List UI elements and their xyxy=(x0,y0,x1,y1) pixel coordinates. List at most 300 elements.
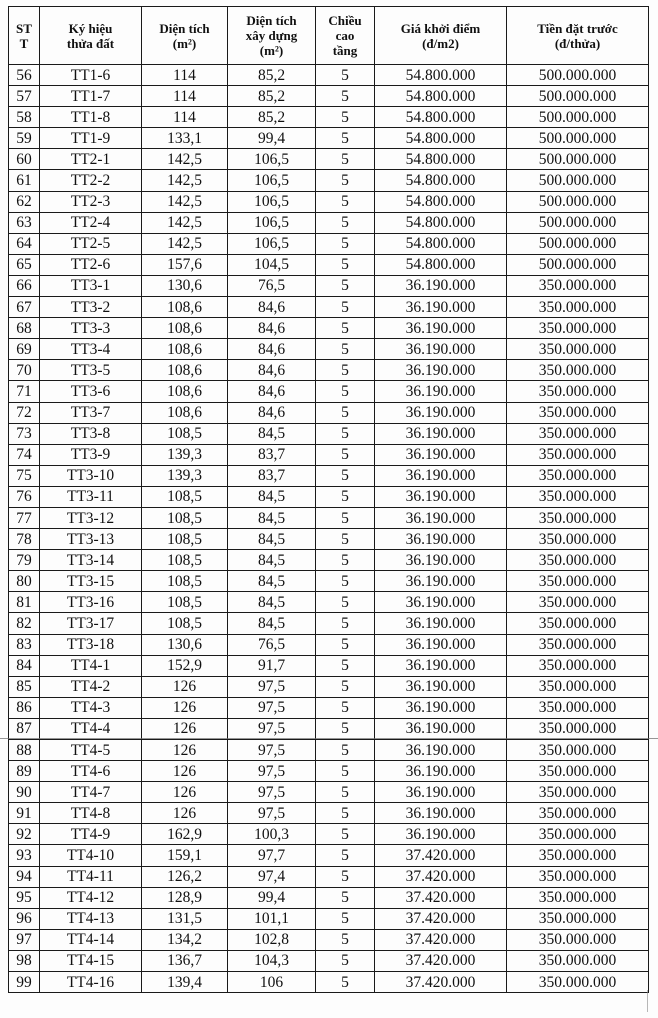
cell-start-price: 36.190.000 xyxy=(375,423,507,444)
cell-deposit: 350.000.000 xyxy=(507,761,649,782)
cell-stt: 87 xyxy=(9,718,40,739)
cell-deposit: 350.000.000 xyxy=(507,634,649,655)
cell-deposit: 350.000.000 xyxy=(507,908,649,929)
cell-area: 108,5 xyxy=(142,613,228,634)
cell-floors: 5 xyxy=(316,486,375,507)
cell-floors: 5 xyxy=(316,950,375,971)
header-line: T xyxy=(19,35,29,51)
cell-deposit: 350.000.000 xyxy=(507,676,649,697)
cell-area: 114 xyxy=(142,65,228,86)
cell-stt: 68 xyxy=(9,318,40,339)
table-row xyxy=(9,634,649,655)
cell-lot-code: TT2-4 xyxy=(40,212,142,233)
cell-lot-code: TT4-1 xyxy=(40,655,142,676)
header-line: tầng xyxy=(332,43,358,58)
cell-lot-code: TT3-3 xyxy=(40,318,142,339)
cell-start-price: 37.420.000 xyxy=(375,929,507,950)
cell-start-price: 36.190.000 xyxy=(375,761,507,782)
cell-area: 126 xyxy=(142,718,228,739)
cell-deposit: 350.000.000 xyxy=(507,360,649,381)
cell-start-price: 36.190.000 xyxy=(375,571,507,592)
cell-floors: 5 xyxy=(316,318,375,339)
cell-build-area: 84,5 xyxy=(228,571,316,592)
cell-deposit: 350.000.000 xyxy=(507,803,649,824)
cell-deposit: 500.000.000 xyxy=(507,170,649,191)
cell-build-area: 106,5 xyxy=(228,233,316,254)
cell-floors: 5 xyxy=(316,444,375,465)
cell-start-price: 36.190.000 xyxy=(375,465,507,486)
cell-deposit: 350.000.000 xyxy=(507,507,649,528)
cell-start-price: 54.800.000 xyxy=(375,170,507,191)
cell-stt: 56 xyxy=(9,65,40,86)
cell-stt: 95 xyxy=(9,887,40,908)
cell-area: 108,6 xyxy=(142,402,228,423)
col-lot-code-header xyxy=(40,7,142,65)
cell-deposit: 350.000.000 xyxy=(507,486,649,507)
table-row xyxy=(9,381,649,402)
cell-floors: 5 xyxy=(316,824,375,845)
cell-stt: 97 xyxy=(9,929,40,950)
cell-deposit: 350.000.000 xyxy=(507,339,649,360)
cell-start-price: 36.190.000 xyxy=(375,529,507,550)
cell-stt: 88 xyxy=(9,740,40,761)
cell-lot-code: TT2-3 xyxy=(40,191,142,212)
cell-lot-code: TT3-7 xyxy=(40,402,142,423)
cell-stt: 99 xyxy=(9,972,40,993)
cell-stt: 62 xyxy=(9,191,40,212)
cell-lot-code: TT4-6 xyxy=(40,761,142,782)
cell-stt: 59 xyxy=(9,128,40,149)
cell-deposit: 350.000.000 xyxy=(507,718,649,739)
table-row xyxy=(9,339,649,360)
cell-deposit: 500.000.000 xyxy=(507,128,649,149)
table-row xyxy=(9,233,649,254)
cell-start-price: 54.800.000 xyxy=(375,233,507,254)
cell-stt: 84 xyxy=(9,655,40,676)
cell-floors: 5 xyxy=(316,128,375,149)
cell-build-area: 84,6 xyxy=(228,297,316,318)
cell-start-price: 36.190.000 xyxy=(375,402,507,423)
cell-stt: 86 xyxy=(9,697,40,718)
table-row xyxy=(9,803,649,824)
cell-stt: 64 xyxy=(9,233,40,254)
cell-build-area: 97,4 xyxy=(228,866,316,887)
cell-area: 142,5 xyxy=(142,212,228,233)
cell-area: 139,3 xyxy=(142,465,228,486)
cell-start-price: 36.190.000 xyxy=(375,444,507,465)
cell-start-price: 36.190.000 xyxy=(375,782,507,803)
header-line: Chiều xyxy=(328,13,362,28)
header-line: ST xyxy=(16,20,32,36)
cell-floors: 5 xyxy=(316,423,375,444)
cell-area: 142,5 xyxy=(142,233,228,254)
header-line: (đ/thửa) xyxy=(554,35,601,51)
cell-build-area: 84,5 xyxy=(228,592,316,613)
cell-stt: 94 xyxy=(9,866,40,887)
cell-lot-code: TT2-1 xyxy=(40,149,142,170)
cell-build-area: 106 xyxy=(228,972,316,993)
cell-start-price: 37.420.000 xyxy=(375,972,507,993)
cell-build-area: 84,5 xyxy=(228,486,316,507)
cell-build-area: 76,5 xyxy=(228,634,316,655)
table-row xyxy=(9,655,649,676)
cell-area: 139,4 xyxy=(142,972,228,993)
table-row xyxy=(9,550,649,571)
cell-stt: 96 xyxy=(9,908,40,929)
cell-floors: 5 xyxy=(316,339,375,360)
cell-lot-code: TT1-6 xyxy=(40,65,142,86)
cell-stt: 77 xyxy=(9,507,40,528)
table-row xyxy=(9,507,649,528)
cell-build-area: 97,5 xyxy=(228,761,316,782)
cell-lot-code: TT3-5 xyxy=(40,360,142,381)
cell-floors: 5 xyxy=(316,170,375,191)
table-row xyxy=(9,275,649,296)
cell-build-area: 104,5 xyxy=(228,254,316,275)
cell-build-area: 97,5 xyxy=(228,782,316,803)
header-line: cao xyxy=(335,28,355,43)
cell-area: 133,1 xyxy=(142,128,228,149)
cell-lot-code: TT2-2 xyxy=(40,170,142,191)
cell-lot-code: TT1-9 xyxy=(40,128,142,149)
cell-floors: 5 xyxy=(316,718,375,739)
cell-build-area: 83,7 xyxy=(228,465,316,486)
cell-stt: 74 xyxy=(9,444,40,465)
cell-stt: 82 xyxy=(9,613,40,634)
cell-build-area: 83,7 xyxy=(228,444,316,465)
cell-deposit: 350.000.000 xyxy=(507,529,649,550)
land-lot-table xyxy=(8,6,649,993)
cell-floors: 5 xyxy=(316,275,375,296)
cell-stt: 65 xyxy=(9,254,40,275)
table-row xyxy=(9,571,649,592)
cell-area: 108,6 xyxy=(142,297,228,318)
cell-area: 108,5 xyxy=(142,423,228,444)
scan-artifact-mark xyxy=(647,990,656,1012)
cell-start-price: 54.800.000 xyxy=(375,191,507,212)
cell-deposit: 350.000.000 xyxy=(507,782,649,803)
cell-area: 108,5 xyxy=(142,592,228,613)
table-row xyxy=(9,950,649,971)
cell-lot-code: TT4-15 xyxy=(40,950,142,971)
cell-start-price: 36.190.000 xyxy=(375,740,507,761)
cell-floors: 5 xyxy=(316,507,375,528)
table-row xyxy=(9,191,649,212)
cell-floors: 5 xyxy=(316,360,375,381)
cell-area: 134,2 xyxy=(142,929,228,950)
cell-floors: 5 xyxy=(316,782,375,803)
cell-stt: 81 xyxy=(9,592,40,613)
cell-deposit: 350.000.000 xyxy=(507,613,649,634)
table-row xyxy=(9,824,649,845)
cell-lot-code: TT4-9 xyxy=(40,824,142,845)
cell-lot-code: TT1-8 xyxy=(40,107,142,128)
cell-floors: 5 xyxy=(316,592,375,613)
table-row xyxy=(9,360,649,381)
cell-area: 142,5 xyxy=(142,149,228,170)
cell-start-price: 36.190.000 xyxy=(375,676,507,697)
table-row xyxy=(9,782,649,803)
cell-floors: 5 xyxy=(316,803,375,824)
header-line: Diện tích xyxy=(159,20,210,36)
cell-deposit: 500.000.000 xyxy=(507,212,649,233)
cell-build-area: 84,5 xyxy=(228,507,316,528)
cell-floors: 5 xyxy=(316,571,375,592)
cell-stt: 57 xyxy=(9,86,40,107)
table-row xyxy=(9,929,649,950)
cell-lot-code: TT3-8 xyxy=(40,423,142,444)
cell-start-price: 36.190.000 xyxy=(375,655,507,676)
cell-deposit: 500.000.000 xyxy=(507,233,649,254)
cell-deposit: 350.000.000 xyxy=(507,655,649,676)
cell-area: 136,7 xyxy=(142,950,228,971)
cell-floors: 5 xyxy=(316,866,375,887)
cell-floors: 5 xyxy=(316,908,375,929)
cell-lot-code: TT2-6 xyxy=(40,254,142,275)
header-line: (m²) xyxy=(172,35,197,51)
cell-floors: 5 xyxy=(316,233,375,254)
cell-build-area: 84,6 xyxy=(228,318,316,339)
cell-deposit: 500.000.000 xyxy=(507,149,649,170)
cell-deposit: 350.000.000 xyxy=(507,402,649,423)
cell-deposit: 350.000.000 xyxy=(507,887,649,908)
cell-floors: 5 xyxy=(316,254,375,275)
table-row xyxy=(9,613,649,634)
cell-floors: 5 xyxy=(316,149,375,170)
cell-area: 157,6 xyxy=(142,254,228,275)
cell-lot-code: TT4-3 xyxy=(40,697,142,718)
cell-area: 152,9 xyxy=(142,655,228,676)
cell-floors: 5 xyxy=(316,655,375,676)
table-row xyxy=(9,107,649,128)
cell-lot-code: TT3-2 xyxy=(40,297,142,318)
cell-area: 128,9 xyxy=(142,887,228,908)
cell-start-price: 37.420.000 xyxy=(375,866,507,887)
cell-build-area: 106,5 xyxy=(228,212,316,233)
cell-stt: 85 xyxy=(9,676,40,697)
cell-deposit: 350.000.000 xyxy=(507,929,649,950)
cell-build-area: 84,6 xyxy=(228,381,316,402)
table-row xyxy=(9,170,649,191)
cell-area: 159,1 xyxy=(142,845,228,866)
cell-floors: 5 xyxy=(316,634,375,655)
cell-lot-code: TT3-16 xyxy=(40,592,142,613)
cell-area: 108,5 xyxy=(142,486,228,507)
cell-build-area: 97,7 xyxy=(228,845,316,866)
cell-build-area: 85,2 xyxy=(228,65,316,86)
col-start-price-header xyxy=(375,7,507,65)
cell-area: 142,5 xyxy=(142,170,228,191)
cell-floors: 5 xyxy=(316,65,375,86)
cell-start-price: 36.190.000 xyxy=(375,613,507,634)
cell-area: 126 xyxy=(142,697,228,718)
cell-deposit: 350.000.000 xyxy=(507,571,649,592)
cell-area: 162,9 xyxy=(142,824,228,845)
cell-area: 126 xyxy=(142,803,228,824)
cell-lot-code: TT3-6 xyxy=(40,381,142,402)
cell-lot-code: TT4-12 xyxy=(40,887,142,908)
cell-deposit: 500.000.000 xyxy=(507,65,649,86)
cell-build-area: 99,4 xyxy=(228,128,316,149)
cell-area: 108,5 xyxy=(142,529,228,550)
cell-build-area: 84,5 xyxy=(228,550,316,571)
cell-start-price: 54.800.000 xyxy=(375,212,507,233)
table-row xyxy=(9,423,649,444)
cell-start-price: 36.190.000 xyxy=(375,318,507,339)
cell-area: 126 xyxy=(142,740,228,761)
cell-area: 126 xyxy=(142,782,228,803)
cell-lot-code: TT4-4 xyxy=(40,718,142,739)
cell-deposit: 500.000.000 xyxy=(507,191,649,212)
cell-build-area: 102,8 xyxy=(228,929,316,950)
cell-floors: 5 xyxy=(316,107,375,128)
cell-floors: 5 xyxy=(316,676,375,697)
cell-build-area: 85,2 xyxy=(228,86,316,107)
table-row xyxy=(9,212,649,233)
cell-build-area: 91,7 xyxy=(228,655,316,676)
cell-build-area: 97,5 xyxy=(228,697,316,718)
cell-floors: 5 xyxy=(316,761,375,782)
table-row xyxy=(9,444,649,465)
cell-stt: 80 xyxy=(9,571,40,592)
table-row xyxy=(9,149,649,170)
cell-build-area: 97,5 xyxy=(228,803,316,824)
cell-deposit: 350.000.000 xyxy=(507,845,649,866)
cell-build-area: 106,5 xyxy=(228,149,316,170)
cell-deposit: 350.000.000 xyxy=(507,381,649,402)
cell-area: 108,6 xyxy=(142,360,228,381)
cell-build-area: 106,5 xyxy=(228,191,316,212)
cell-area: 126 xyxy=(142,676,228,697)
cell-build-area: 84,6 xyxy=(228,360,316,381)
cell-deposit: 350.000.000 xyxy=(507,444,649,465)
cell-deposit: 350.000.000 xyxy=(507,318,649,339)
table-row xyxy=(9,318,649,339)
cell-lot-code: TT3-4 xyxy=(40,339,142,360)
cell-lot-code: TT4-10 xyxy=(40,845,142,866)
cell-deposit: 350.000.000 xyxy=(507,697,649,718)
cell-stt: 69 xyxy=(9,339,40,360)
table-row xyxy=(9,486,649,507)
table-row xyxy=(9,86,649,107)
cell-area: 126 xyxy=(142,761,228,782)
cell-lot-code: TT3-14 xyxy=(40,550,142,571)
cell-stt: 61 xyxy=(9,170,40,191)
header-line: (đ/m2) xyxy=(422,35,459,51)
cell-start-price: 36.190.000 xyxy=(375,275,507,296)
cell-deposit: 350.000.000 xyxy=(507,592,649,613)
cell-lot-code: TT3-1 xyxy=(40,275,142,296)
cell-stt: 83 xyxy=(9,634,40,655)
cell-stt: 93 xyxy=(9,845,40,866)
cell-lot-code: TT4-13 xyxy=(40,908,142,929)
cell-start-price: 36.190.000 xyxy=(375,697,507,718)
cell-area: 108,6 xyxy=(142,318,228,339)
cell-start-price: 54.800.000 xyxy=(375,65,507,86)
col-build-area-header xyxy=(228,7,316,65)
cell-stt: 73 xyxy=(9,423,40,444)
cell-build-area: 101,1 xyxy=(228,908,316,929)
cell-start-price: 36.190.000 xyxy=(375,339,507,360)
cell-floors: 5 xyxy=(316,972,375,993)
cell-build-area: 97,5 xyxy=(228,718,316,739)
cell-start-price: 37.420.000 xyxy=(375,845,507,866)
cell-stt: 58 xyxy=(9,107,40,128)
cell-deposit: 500.000.000 xyxy=(507,107,649,128)
cell-deposit: 350.000.000 xyxy=(507,972,649,993)
cell-area: 114 xyxy=(142,107,228,128)
cell-floors: 5 xyxy=(316,550,375,571)
cell-deposit: 350.000.000 xyxy=(507,275,649,296)
cell-floors: 5 xyxy=(316,86,375,107)
header-line: (m²) xyxy=(259,43,284,58)
cell-start-price: 36.190.000 xyxy=(375,297,507,318)
cell-stt: 70 xyxy=(9,360,40,381)
cell-build-area: 85,2 xyxy=(228,107,316,128)
cell-area: 108,5 xyxy=(142,550,228,571)
cell-area: 130,6 xyxy=(142,634,228,655)
cell-area: 139,3 xyxy=(142,444,228,465)
cell-stt: 60 xyxy=(9,149,40,170)
cell-start-price: 36.190.000 xyxy=(375,803,507,824)
cell-stt: 91 xyxy=(9,803,40,824)
cell-start-price: 37.420.000 xyxy=(375,908,507,929)
cell-build-area: 84,5 xyxy=(228,613,316,634)
table-row xyxy=(9,465,649,486)
cell-floors: 5 xyxy=(316,381,375,402)
cell-area: 126,2 xyxy=(142,866,228,887)
col-stt-header xyxy=(9,7,40,65)
table-row xyxy=(9,529,649,550)
cell-area: 108,6 xyxy=(142,339,228,360)
cell-deposit: 350.000.000 xyxy=(507,550,649,571)
cell-deposit: 350.000.000 xyxy=(507,824,649,845)
cell-start-price: 36.190.000 xyxy=(375,507,507,528)
table-row xyxy=(9,887,649,908)
cell-lot-code: TT3-11 xyxy=(40,486,142,507)
cell-start-price: 36.190.000 xyxy=(375,486,507,507)
cell-start-price: 54.800.000 xyxy=(375,254,507,275)
table-row xyxy=(9,676,649,697)
cell-deposit: 500.000.000 xyxy=(507,254,649,275)
cell-area: 108,5 xyxy=(142,507,228,528)
cell-start-price: 37.420.000 xyxy=(375,950,507,971)
cell-start-price: 36.190.000 xyxy=(375,824,507,845)
cell-stt: 66 xyxy=(9,275,40,296)
table-row xyxy=(9,761,649,782)
scan-artifact-line xyxy=(0,738,658,739)
cell-build-area: 99,4 xyxy=(228,887,316,908)
cell-start-price: 36.190.000 xyxy=(375,634,507,655)
cell-floors: 5 xyxy=(316,402,375,423)
table-body xyxy=(9,65,649,993)
header-line: Diện tích xyxy=(246,13,297,28)
cell-deposit: 350.000.000 xyxy=(507,423,649,444)
cell-floors: 5 xyxy=(316,191,375,212)
col-deposit-header xyxy=(507,7,649,65)
cell-lot-code: TT3-9 xyxy=(40,444,142,465)
cell-build-area: 84,6 xyxy=(228,402,316,423)
cell-lot-code: TT4-7 xyxy=(40,782,142,803)
cell-lot-code: TT3-15 xyxy=(40,571,142,592)
cell-floors: 5 xyxy=(316,297,375,318)
cell-stt: 72 xyxy=(9,402,40,423)
cell-deposit: 350.000.000 xyxy=(507,950,649,971)
cell-stt: 71 xyxy=(9,381,40,402)
cell-area: 130,6 xyxy=(142,275,228,296)
cell-area: 114 xyxy=(142,86,228,107)
cell-start-price: 54.800.000 xyxy=(375,128,507,149)
